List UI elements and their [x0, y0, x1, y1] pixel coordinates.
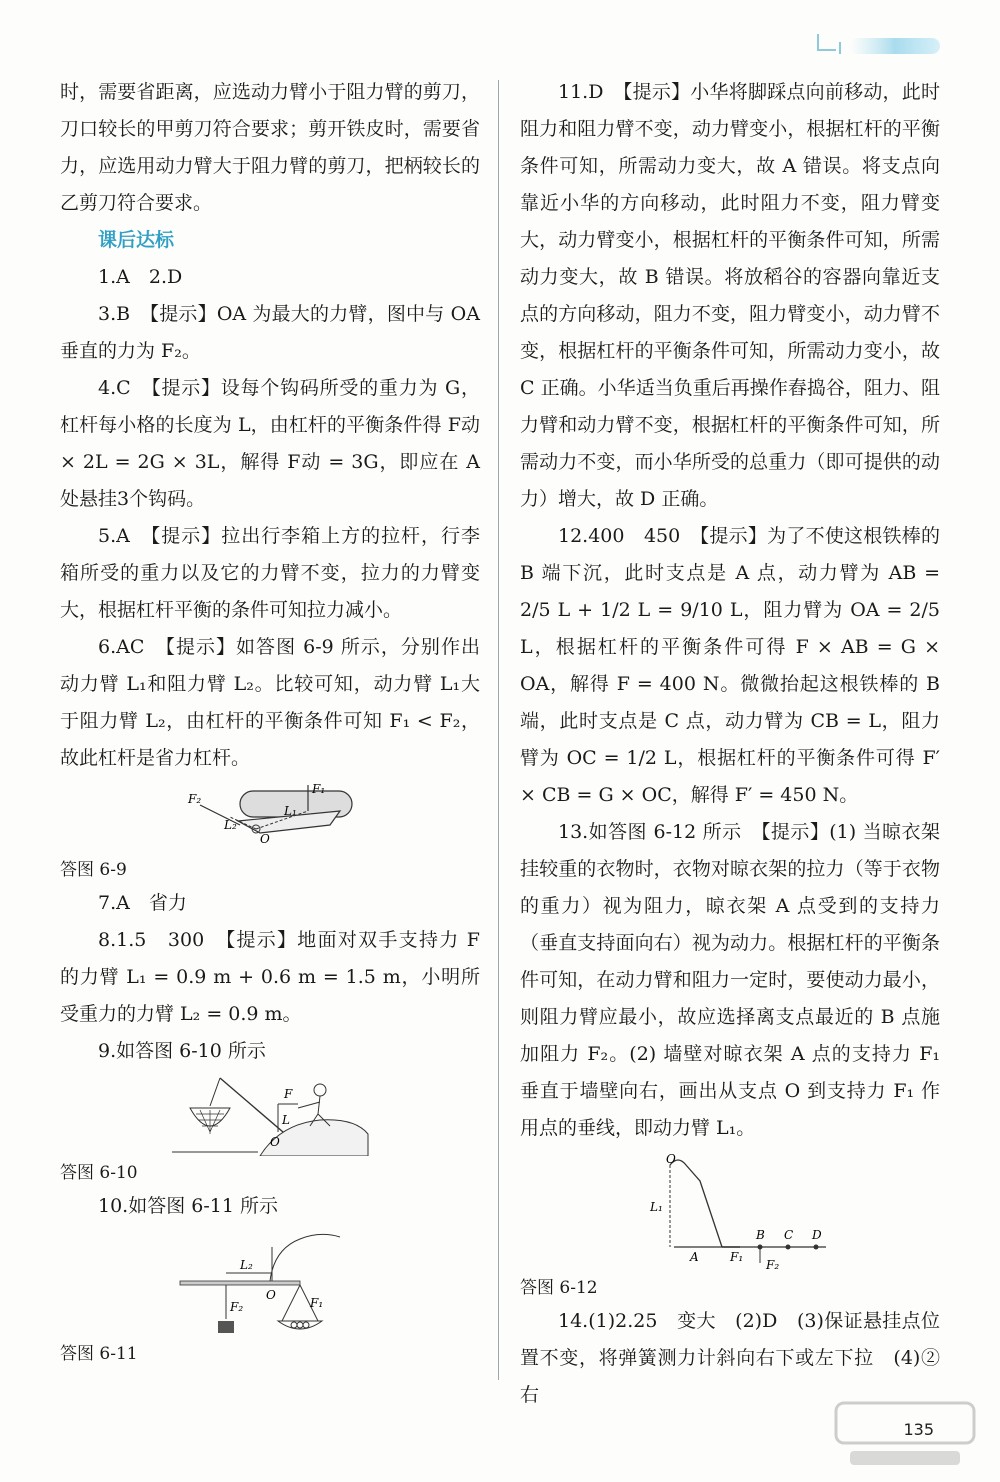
answer-11: 11.D 【提示】小华将脚踩点向前移动，此时阻力和阻力臂不变，动力臂变小，根据杠杆的平衡条件可知，所需动力变大，故 A 错误。将支点向靠近小华的方向移动，此时阻力不变，阻力臂变大，动力臂变小，根据杠杆的平衡条件可知，所需动力变大，故 B 错误。将放稻谷的容器向靠近支点的方向移动，阻力不变，阻力臂变小，动力臂不变，根据杠杆的平衡条件可知，所需动力变小，故 C 正确。小华适当负重后再操作舂捣谷，阻力、阻力臂和动力臂不变，根据杠杆的平衡条件可知，所需动力不变，而小华所受的总重力（即可提供的动力）增大，故 D 正确。 — [520, 81, 940, 510]
label-f: F — [284, 1087, 293, 1101]
answer-6: 6.AC 【提示】如答图 6-9 所示，分别作出动力臂 L₁和阻力臂 L₂。比较可知，动力臂 L₁大于阻力臂 L₂，由杠杆的平衡条件可知 F₁ < F₂，故此杠杆是省力杠杆。 — [60, 636, 480, 769]
label-l1: L₁ — [284, 804, 297, 818]
answer-9: 9.如答图 6-10 所示 — [98, 1040, 266, 1062]
continued-paragraph: 时，需要省距离，应选动力臂小于阻力臂的剪刀，刀口较长的甲剪刀符合要求；剪开铁皮时，需要省力，应选用动力臂大于阻力臂的剪刀，把柄较长的乙剪刀符合要求。 — [60, 81, 480, 214]
point-c — [786, 1245, 791, 1250]
answer-4: 4.C 【提示】设每个钩码所受的重力为 G，杠杆每小格的长度为 L，由杠杆的平衡条件得 F动 × 2L = 2G × 3L，解得 F动 = 3G，即应在 A 处悬挂3个钩码。 — [60, 377, 480, 510]
answer-10: 10.如答图 6-11 所示 — [98, 1195, 278, 1217]
label-f1: F₁ — [730, 1250, 744, 1264]
figure-6-10 — [60, 1074, 480, 1156]
answer-14: 14.(1)2.25 变大 (2)D (3)保证悬挂点位置不变，将弹簧测力计斜向右下或左下拉 (4)②右 — [520, 1310, 940, 1406]
left-column — [60, 74, 480, 1369]
figure-6-9-drawing — [180, 781, 360, 853]
figure-6-11-drawing — [170, 1229, 370, 1337]
label-c: C — [784, 1228, 794, 1242]
pan-string-left — [282, 1285, 300, 1321]
label-f1: F₁ — [312, 782, 326, 796]
page-number: 135 — [903, 1420, 934, 1439]
label-d: D — [812, 1228, 822, 1242]
figure-6-12-drawing — [630, 1151, 830, 1271]
answer-12: 12.400 450 【提示】为了不使这根铁棒的 B 端下沉，此时支点是 A 点，动力臂为 AB = 2/5 L + 1/2 L = 9/10 L，阻力臂为 OA = 2/5 L，根据杠杆的平衡条件可得 F × AB = G × OA，解得 F = 400 N。微微抬起这根铁棒的 B 端，此时支点是 C 点，动力臂为 CB = L，阻力臂为 OC = 1/2 L，根据杠杆的平衡条件可得 F′ × CB = G × OC，解得 F′ = 450 N。 — [520, 525, 940, 806]
caption-6-10: 答图 6-10 — [60, 1163, 138, 1183]
caption-6-11: 答图 6-11 — [60, 1344, 138, 1364]
figure-6-10-drawing — [170, 1074, 370, 1156]
label-f2: F₂ — [188, 792, 202, 806]
person-head — [314, 1084, 326, 1096]
answer-7: 7.A 省力 — [98, 892, 187, 914]
label-l2: L₂ — [224, 818, 237, 832]
label-l1: L₁ — [650, 1200, 663, 1214]
label-o: O — [266, 1288, 276, 1302]
point-d — [814, 1245, 819, 1250]
ball-3 — [303, 1322, 309, 1328]
label-f2: F₂ — [766, 1258, 780, 1271]
column-divider — [498, 80, 499, 1380]
label-f1: F₁ — [310, 1296, 324, 1310]
label-f2: F₂ — [230, 1300, 244, 1314]
rack-frame — [670, 1160, 722, 1247]
ball-1 — [291, 1322, 297, 1328]
section-title: 课后达标 — [98, 229, 175, 251]
label-l2: L₂ — [240, 1258, 253, 1272]
label-o: O — [666, 1152, 676, 1166]
figure-6-12 — [520, 1151, 940, 1271]
answer-13: 13.如答图 6-12 所示 【提示】(1) 当晾衣架挂较重的衣物时，衣物对晾衣架的拉力（等于衣物的重力）视为阻力，晾衣架 A 点受到的支持力（垂直支持面向右）视为动力。根据杠杆的平衡条件可知，在动力臂和阻力一定时，要使动力最小，则阻力臂应最小，故应选择离支点最近的 B 点施加阻力 F₂。(2) 墙壁对晾衣架 A 点的支持力 F₁ 垂直于墙壁向右，画出从支点 O 到支持力 F₁ 作用点的垂线，即动力臂 L₁。 — [520, 821, 940, 1139]
net-rope — [210, 1078, 220, 1106]
label-o: O — [270, 1135, 280, 1149]
label-l: L — [282, 1113, 290, 1127]
label-o: O — [260, 832, 270, 846]
answer-8: 8.1.5 300 【提示】地面对双手支持力 F 的力臂 L₁ = 0.9 m + 0.6 m = 1.5 m，小明所受重力的力臂 L₂ = 0.9 m。 — [60, 929, 480, 1025]
lever-bar — [180, 1281, 300, 1285]
header-decoration — [810, 30, 940, 60]
answer-5: 5.A 【提示】拉出行李箱上方的拉杆，行李箱所受的重力以及它的力臂不变，拉力的力臂变大，根据杠杆平衡的条件可知拉力减小。 — [60, 525, 480, 621]
answer-1-2: 1.A 2.D — [98, 266, 183, 288]
hand-outline — [270, 1234, 340, 1281]
figure-6-11 — [60, 1229, 480, 1337]
right-column — [520, 74, 940, 1414]
label-a: A — [690, 1250, 699, 1264]
ball-2 — [297, 1322, 303, 1328]
caption-6-12: 答图 6-12 — [520, 1278, 598, 1298]
caption-6-9: 答图 6-9 — [60, 860, 127, 880]
figure-6-9 — [60, 781, 480, 853]
label-b: B — [756, 1228, 765, 1242]
weight-block — [218, 1321, 234, 1333]
answer-3: 3.B 【提示】OA 为最大的力臂，图中与 OA 垂直的力为 F₂。 — [60, 303, 480, 362]
